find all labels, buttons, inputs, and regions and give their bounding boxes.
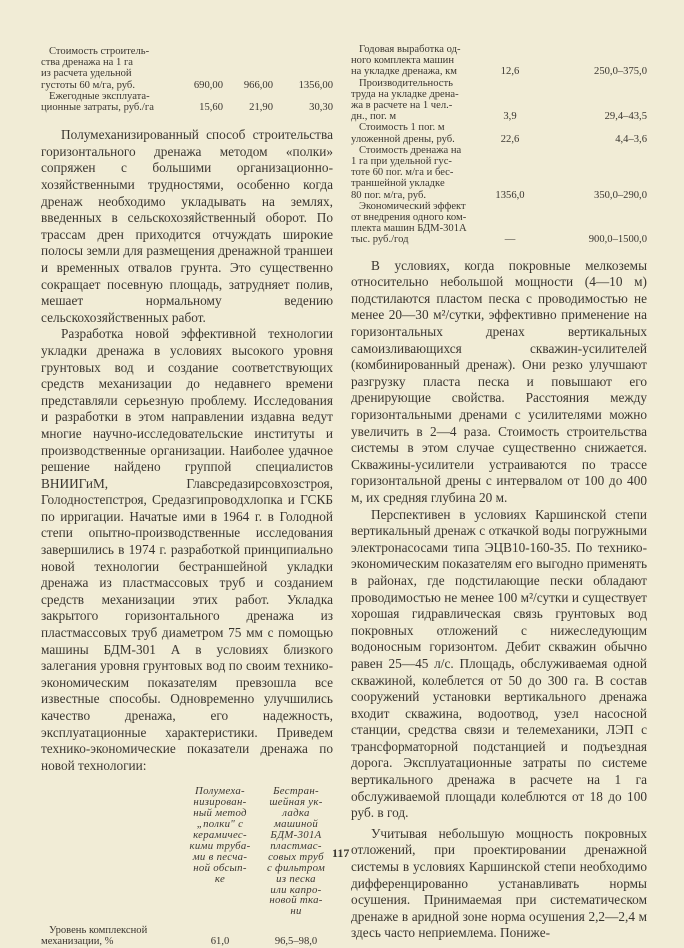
header-line: Полумеха-	[195, 785, 245, 798]
cell-value: 1356,00	[298, 79, 333, 91]
label-line: из расчета удельной	[41, 68, 132, 80]
label-line: на укладке дренажа, км	[351, 66, 458, 78]
label-line: дн., пог. м	[351, 111, 397, 123]
row-label	[351, 145, 479, 201]
label-line: труда на укладке дрена-	[351, 88, 459, 100]
label-line: жа в расчете на 1 чел.-	[351, 100, 453, 112]
cell-value: 12,6	[500, 66, 520, 78]
cell-value: 900,0–1500,0	[588, 234, 647, 246]
row-label	[41, 46, 169, 91]
row-label	[351, 122, 479, 144]
table-row	[351, 145, 647, 201]
cell-value: 30,30	[309, 102, 333, 114]
header-line: „полки" с	[196, 818, 244, 831]
comparison-table	[41, 786, 333, 947]
label-line: Стоимость строитель-	[49, 46, 150, 57]
table-row	[41, 91, 333, 113]
header-line: керамичес-	[193, 829, 247, 841]
empty-header	[41, 786, 181, 917]
header-line: БДМ-301А	[270, 829, 322, 841]
paragraph: Разработка новой эффективной технологии укладки дренажа в условиях высокого уровня грунтовых вод и создание соответствующих средств механизации до недавнего времени представляли серьезную проблему. Исследования и разработки в этом направлении издавна ведут многие научно-исследовательские институты и производственные организации. Наиболее удачное решение найдено группой специалистов ВНИИГиМ, Главсредазирсовхозстроя, Голодностепстроя, Средазгипроводхлопка и ГСКБ по ирригации. Начатые ими в 1964 г. в Голодной степи опытно-производственные исследования завершились в 1974 г. разработкой принципиально новой технологии бестраншейной укладки дренажа из пластмассовых труб и созданием средств механизации этих работ. Укладка закрытого горизонтального дренажа из пластмассовых труб диаметром 75 мм с помощью машины БДМ-301 А в условиях близкого залегания уровня грунтовых вод по своим технико-экономическим показателям превзошла все известные способы. Одновременно улучшились качество дренажа, его надежность, эксплуатационные характеристики. Приведем технико-экономические показатели дренажа по новой технологии:	[41, 326, 333, 773]
header-line: или капро-	[270, 883, 322, 896]
cell-value: 3,9	[503, 111, 517, 123]
cell-value: 21,90	[249, 102, 273, 114]
label-line: тыс. руб./год	[351, 234, 409, 246]
indicators-table	[351, 44, 647, 246]
header-line: ной обсып-	[193, 861, 247, 874]
label-line: Экономический эффект	[359, 200, 466, 212]
label-line: траншейной укладке	[351, 178, 445, 190]
header-line: ладка	[282, 807, 310, 820]
header-line: Бестран-	[273, 785, 319, 798]
cell-value: 966,00	[243, 79, 273, 91]
cell-value: 61,0	[210, 936, 230, 948]
label-line: ционные затраты, руб./га	[41, 102, 154, 114]
row-label	[41, 91, 169, 113]
label-line: механизации, %	[41, 936, 114, 948]
header-line: кими труба-	[189, 839, 251, 852]
paragraph: Полумеханизированный способ строительства горизонтального дренажа методом «полки» сопряжен с большими организационно-хозяйственными трудностями, особенно когда дренаж необходимо укладывать на землях, введенных в сельскохозяйственный оборот. По трассам дрен приходится отчуждать широкие полосы земли для размещения дренажной траншеи и временных отвалов грунта. Это существенно сокращает посевную площадь, затрудняет полив, мешает нормальному ведению сельскохозяйственных работ.	[41, 127, 333, 325]
table-row	[41, 917, 333, 947]
header-line: шейная ук-	[269, 796, 323, 809]
label-line: от внедрения одного ком-	[351, 212, 467, 224]
header-line: с фильтром	[266, 861, 326, 874]
label-line: Ежегодные эксплуата-	[49, 90, 150, 102]
cell-value: 29,4–43,5	[604, 111, 647, 123]
paragraph: В условиях, когда покровные мелкоземы относительно небольшой мощности (4—10 м) подстилаются пластом песка с проводимостью не менее 20—30 м²/сутки, эффективно применение на горизонтальных дренах вертикальных самоизливающихся скважин-усилителей (комбинированный дренаж). Они резко улучшают разгрузку пласта песка и повышают его дренирующие свойства. Расстояния между горизонтальными дренами с усилителями можно увеличить в 2—4 раза. Стоимость строительства системы в этом случае существенно снижается. Скважины-усилители устраиваются по трассе горизонтальной дрены с интервалом от 100 до 400 м, их средняя глубина 20 м.	[351, 257, 647, 505]
column-header	[181, 786, 259, 917]
right-column	[351, 0, 647, 942]
row-label	[351, 44, 479, 78]
label-line: Годовая выработка од-	[359, 44, 461, 55]
header-line: низирован-	[193, 796, 247, 809]
label-line: Уровень комплексной	[49, 925, 148, 937]
cost-table	[41, 46, 333, 113]
left-column	[41, 0, 333, 948]
label-line: тоте 60 пог. м/га и бес-	[351, 167, 454, 179]
cell-value: 4,4–3,6	[615, 133, 647, 145]
label-line: 1 га при удельной гус-	[351, 156, 452, 168]
cell-value: 1356,0	[495, 189, 525, 201]
header-line: пластмас-	[270, 839, 322, 852]
header-line: ни	[290, 905, 302, 918]
cell-value: 350,0–290,0	[594, 189, 647, 201]
label-line: ного комплекта машин	[351, 55, 455, 67]
row-label	[41, 917, 181, 947]
label-line: Производительность	[359, 77, 453, 89]
cell-value: 22,6	[500, 133, 520, 145]
label-line: плекта машин БДМ-301А	[351, 223, 467, 235]
page-number: 117	[332, 846, 350, 860]
cell-value: 96,5–98,0	[274, 936, 318, 948]
header-line: ми в песча-	[192, 850, 248, 863]
table-header-row	[41, 786, 333, 917]
table-row	[351, 44, 647, 78]
table-row	[351, 122, 647, 144]
row-label	[351, 201, 479, 246]
paragraph: Перспективен в условиях Каршинской степи вертикальный дренаж с откачкой воды погружными электронасосами типа ЭЦВ10-160-35. По технико-экономическим показателям его выгодно применять в районах, где подстилающие пески обладают проводимостью не менее 100 м²/сутки и существует хорошая гидравлическая связь грунтовых вод покровных отложений с нижеследующим водоносным горизонтом. Дебит скважин обычно равен 25—45 л/с. Площадь, обслуживаемая одной скважиной, колеблется от 50 до 300 га. В состав сооружений установки вертикального дренажа входит скважина, водоотвод, узел насосной станции, средства связи и телемеханики, ЛЭП с трансформаторной подстанцией и подъездная дорога. Эксплуатационные затраты по системе вертикального дренажа в расчете на 1 га обслуживаемой площади колеблются от 18 до 100 руб. в год.	[351, 506, 648, 821]
header-line: новой тка-	[269, 894, 323, 907]
label-line: уложенной дрены, руб.	[351, 133, 455, 145]
row-label	[351, 78, 479, 123]
header-line: ке	[214, 872, 226, 885]
table-row	[41, 46, 333, 91]
table-row	[351, 201, 647, 246]
cell-value: 250,0–375,0	[594, 66, 647, 78]
header-line: машиной	[273, 818, 319, 831]
cell-value: —	[504, 234, 516, 246]
label-line: ства дренажа на 1 га	[41, 57, 133, 69]
cell-value: 15,60	[199, 102, 223, 114]
label-line: Стоимость 1 пог. м	[359, 122, 445, 134]
header-line: из песка	[276, 872, 316, 885]
label-line: 80 пог. м/га, руб.	[351, 189, 426, 201]
label-line: Стоимость дренажа на	[359, 144, 462, 156]
header-line: ный метод	[193, 807, 247, 820]
column-header	[259, 786, 333, 917]
paragraph: Учитывая небольшую мощность покровных отложений, при проектировании дренажной системы в условиях Каршинской степи необходимо дифференцированно устанавливать нормы осушения. Принимаемая при систематическом дренаже в аридной зоне норма осушения 2,2—2,4 м здесь часто неприемлема. Понижe-	[351, 825, 647, 941]
table-row	[351, 78, 647, 123]
header-line: совых труб	[268, 850, 324, 863]
cell-value: 690,00	[193, 79, 223, 91]
label-line: густоты 60 м/га, руб.	[41, 79, 135, 91]
